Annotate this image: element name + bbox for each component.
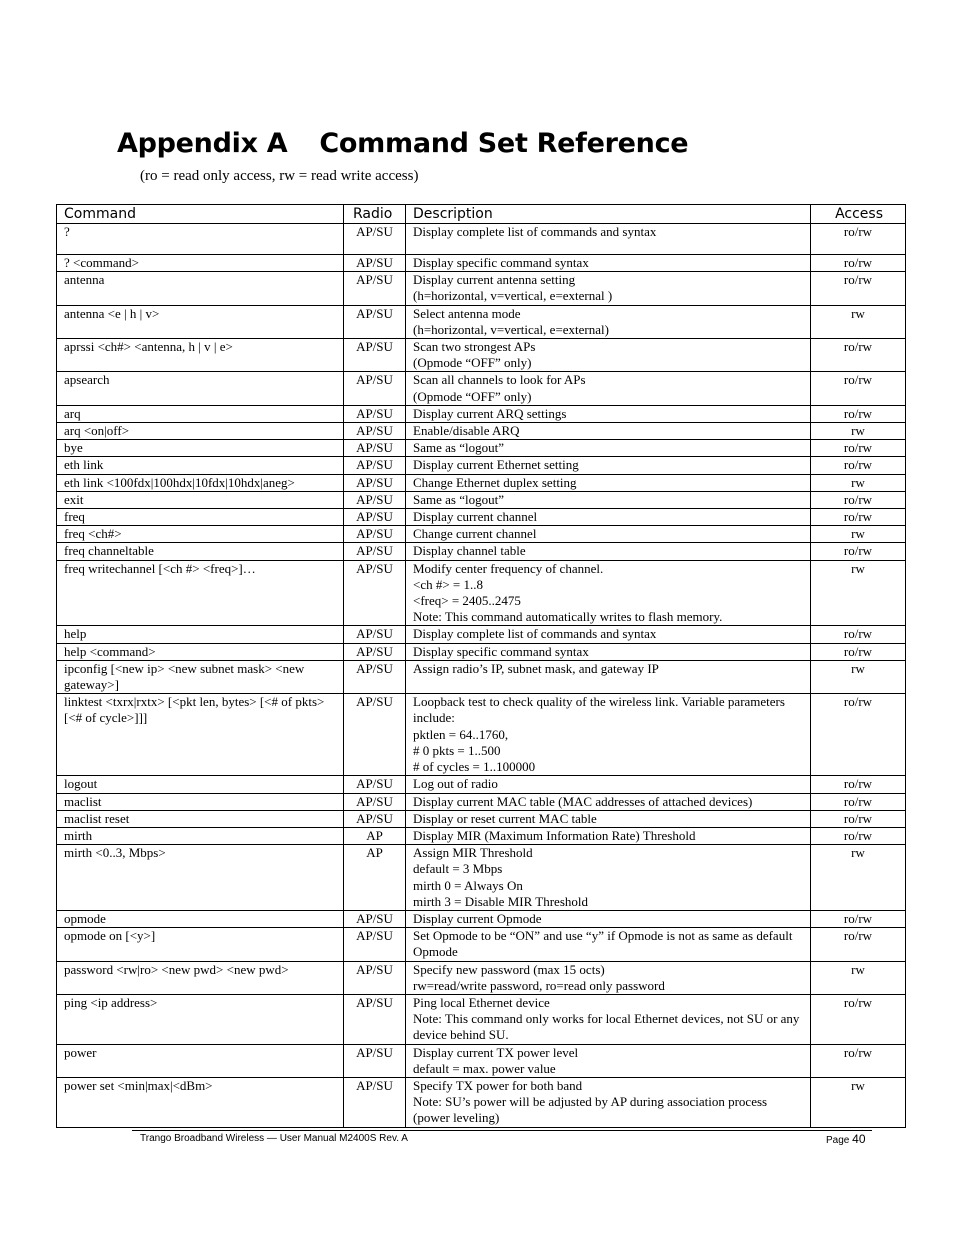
access-cell: rw	[811, 305, 906, 338]
radio-cell: AP/SU	[344, 339, 406, 372]
command-cell: antenna <e | h | v>	[57, 305, 344, 338]
access-cell: rw	[811, 560, 906, 626]
radio-cell: AP/SU	[344, 694, 406, 776]
table-row	[57, 827, 906, 844]
description-cell: Log out of radio	[406, 776, 811, 793]
command-cell: help <command>	[57, 643, 344, 660]
radio-cell: AP/SU	[344, 910, 406, 927]
access-legend: (ro = read only access, rw = read write access)	[140, 168, 419, 184]
command-cell: freq <ch#>	[57, 526, 344, 543]
description-cell: Display current ARQ settings	[406, 405, 811, 422]
footer-manual-title: Trango Broadband Wireless — User Manual M2400S Rev. A	[140, 1133, 408, 1144]
table-row	[57, 423, 906, 440]
command-cell: opmode	[57, 910, 344, 927]
radio-cell: AP/SU	[344, 305, 406, 338]
table-row	[57, 961, 906, 994]
radio-cell: AP/SU	[344, 423, 406, 440]
command-cell: apsearch	[57, 372, 344, 405]
table-row	[57, 845, 906, 911]
radio-cell: AP/SU	[344, 224, 406, 255]
command-cell: antenna	[57, 272, 344, 305]
description-cell: Display current Ethernet setting	[406, 457, 811, 474]
command-cell: eth link	[57, 457, 344, 474]
access-cell: ro/rw	[811, 694, 906, 776]
access-cell: ro/rw	[811, 994, 906, 1044]
radio-cell: AP	[344, 845, 406, 911]
access-cell: ro/rw	[811, 810, 906, 827]
access-cell: ro/rw	[811, 776, 906, 793]
description-cell: Assign MIR Threshold default = 3 Mbps mirth 0 = Always On mirth 3 = Disable MIR Threshold	[406, 845, 811, 911]
table-row	[57, 660, 906, 693]
footer-page	[826, 1132, 866, 1146]
table-row	[57, 793, 906, 810]
access-cell: ro/rw	[811, 224, 906, 255]
table-row	[57, 928, 906, 961]
description-cell: Specify new password (max 15 octs) rw=read/write password, ro=read only password	[406, 961, 811, 994]
access-cell: ro/rw	[811, 440, 906, 457]
command-cell: freq channeltable	[57, 543, 344, 560]
command-table-body	[57, 224, 906, 1128]
table-row	[57, 1077, 906, 1127]
table-row	[57, 810, 906, 827]
table-row	[57, 509, 906, 526]
radio-cell: AP/SU	[344, 491, 406, 508]
access-cell: rw	[811, 845, 906, 911]
description-cell: Display complete list of commands and syntax	[406, 626, 811, 643]
table-row	[57, 305, 906, 338]
radio-cell: AP/SU	[344, 457, 406, 474]
radio-cell: AP/SU	[344, 660, 406, 693]
command-cell: freq	[57, 509, 344, 526]
description-cell: Display current TX power level default = max. power value	[406, 1044, 811, 1077]
table-row	[57, 626, 906, 643]
description-cell: Display current MAC table (MAC addresses of attached devices)	[406, 793, 811, 810]
command-cell: eth link <100fdx|100hdx|10fdx|10hdx|aneg>	[57, 474, 344, 491]
table-row	[57, 272, 906, 305]
access-cell: ro/rw	[811, 255, 906, 272]
description-cell: Display specific command syntax	[406, 255, 811, 272]
access-column-header: Access	[811, 205, 906, 224]
radio-cell: AP/SU	[344, 474, 406, 491]
page-title	[117, 128, 688, 159]
command-column-header: Command	[57, 205, 344, 224]
description-cell: Display specific command syntax	[406, 643, 811, 660]
access-cell: ro/rw	[811, 457, 906, 474]
radio-cell: AP/SU	[344, 994, 406, 1044]
description-column-header: Description	[406, 205, 811, 224]
table-row	[57, 440, 906, 457]
radio-cell: AP/SU	[344, 405, 406, 422]
command-cell: mirth <0..3, Mbps>	[57, 845, 344, 911]
table-row	[57, 457, 906, 474]
access-cell: ro/rw	[811, 626, 906, 643]
radio-cell: AP/SU	[344, 543, 406, 560]
command-cell: power set <min|max|<dBm>	[57, 1077, 344, 1127]
radio-cell: AP/SU	[344, 272, 406, 305]
table-row	[57, 255, 906, 272]
description-cell: Change current channel	[406, 526, 811, 543]
radio-cell: AP/SU	[344, 1077, 406, 1127]
appendix-label: Appendix A	[117, 128, 288, 159]
table-row	[57, 994, 906, 1044]
description-cell: Select antenna mode (h=horizontal, v=vertical, e=external)	[406, 305, 811, 338]
access-cell: rw	[811, 961, 906, 994]
access-cell: ro/rw	[811, 543, 906, 560]
access-cell: ro/rw	[811, 372, 906, 405]
command-cell: maclist	[57, 793, 344, 810]
command-cell: ? <command>	[57, 255, 344, 272]
table-row	[57, 543, 906, 560]
radio-cell: AP/SU	[344, 961, 406, 994]
radio-cell: AP/SU	[344, 810, 406, 827]
description-cell: Display current channel	[406, 509, 811, 526]
description-cell: Display current antenna setting (h=horizontal, v=vertical, e=external )	[406, 272, 811, 305]
table-row	[57, 560, 906, 626]
command-cell: linktest <txrx|rxtx> [<pkt len, bytes> [<# of pkts> [<# of cycle>]]]	[57, 694, 344, 776]
access-cell: ro/rw	[811, 928, 906, 961]
command-cell: ipconfig [<new ip> <new subnet mask> <new gateway>]	[57, 660, 344, 693]
access-cell: ro/rw	[811, 491, 906, 508]
description-cell: Display channel table	[406, 543, 811, 560]
table-header-row	[57, 205, 906, 224]
command-cell: exit	[57, 491, 344, 508]
command-cell: ?	[57, 224, 344, 255]
description-cell: Display or reset current MAC table	[406, 810, 811, 827]
radio-cell: AP/SU	[344, 928, 406, 961]
radio-column-header: Radio	[344, 205, 406, 224]
table-row	[57, 372, 906, 405]
description-cell: Scan two strongest APs (Opmode “OFF” only)	[406, 339, 811, 372]
description-cell: Display current Opmode	[406, 910, 811, 927]
command-cell: freq writechannel [<ch #> <freq>]…	[57, 560, 344, 626]
radio-cell: AP/SU	[344, 1044, 406, 1077]
table-row	[57, 339, 906, 372]
command-cell: aprssi <ch#> <antenna, h | v | e>	[57, 339, 344, 372]
command-cell: ping <ip address>	[57, 994, 344, 1044]
access-cell: rw	[811, 660, 906, 693]
table-row	[57, 1044, 906, 1077]
table-row	[57, 910, 906, 927]
access-cell: ro/rw	[811, 339, 906, 372]
appendix-title: Command Set Reference	[319, 128, 689, 159]
description-cell: Display complete list of commands and syntax	[406, 224, 811, 255]
page-number: 40	[852, 1132, 866, 1146]
table-row	[57, 776, 906, 793]
radio-cell: AP/SU	[344, 626, 406, 643]
command-table	[56, 204, 906, 1128]
table-row	[57, 224, 906, 255]
description-cell: Set Opmode to be “ON” and use “y” if Opmode is not as same as default Opmode	[406, 928, 811, 961]
description-cell: Assign radio’s IP, subnet mask, and gateway IP	[406, 660, 811, 693]
command-cell: bye	[57, 440, 344, 457]
radio-cell: AP/SU	[344, 372, 406, 405]
access-cell: ro/rw	[811, 1044, 906, 1077]
description-cell: Display MIR (Maximum Information Rate) Threshold	[406, 827, 811, 844]
radio-cell: AP/SU	[344, 793, 406, 810]
access-cell: rw	[811, 423, 906, 440]
description-cell: Loopback test to check quality of the wireless link. Variable parameters include: pktlen = 64..1760, # 0 pkts = 1..500 # of cycles = 1..100000	[406, 694, 811, 776]
table-row	[57, 474, 906, 491]
command-cell: mirth	[57, 827, 344, 844]
radio-cell: AP/SU	[344, 440, 406, 457]
radio-cell: AP/SU	[344, 509, 406, 526]
radio-cell: AP/SU	[344, 643, 406, 660]
table-row	[57, 643, 906, 660]
radio-cell: AP/SU	[344, 255, 406, 272]
command-cell: maclist reset	[57, 810, 344, 827]
access-cell: ro/rw	[811, 643, 906, 660]
description-cell: Ping local Ethernet device Note: This command only works for local Ethernet devices, not SU or any device behind SU.	[406, 994, 811, 1044]
command-cell: password <rw|ro> <new pwd> <new pwd>	[57, 961, 344, 994]
radio-cell: AP	[344, 827, 406, 844]
page-label: Page	[826, 1135, 850, 1146]
command-cell: arq	[57, 405, 344, 422]
command-cell: logout	[57, 776, 344, 793]
access-cell: ro/rw	[811, 910, 906, 927]
table-row	[57, 491, 906, 508]
description-cell: Same as “logout”	[406, 491, 811, 508]
command-cell: power	[57, 1044, 344, 1077]
footer-divider	[132, 1130, 872, 1131]
access-cell: rw	[811, 1077, 906, 1127]
command-cell: opmode on [<y>]	[57, 928, 344, 961]
access-cell: ro/rw	[811, 793, 906, 810]
radio-cell: AP/SU	[344, 560, 406, 626]
description-cell: Specify TX power for both band Note: SU’s power will be adjusted by AP during association process (power leveling)	[406, 1077, 811, 1127]
access-cell: ro/rw	[811, 827, 906, 844]
radio-cell: AP/SU	[344, 526, 406, 543]
access-cell: rw	[811, 526, 906, 543]
description-cell: Change Ethernet duplex setting	[406, 474, 811, 491]
description-cell: Modify center frequency of channel. <ch #> = 1..8 <freq> = 2405..2475 Note: This command automatically writes to flash memory.	[406, 560, 811, 626]
description-cell: Scan all channels to look for APs (Opmode “OFF” only)	[406, 372, 811, 405]
description-cell: Same as “logout”	[406, 440, 811, 457]
access-cell: ro/rw	[811, 405, 906, 422]
radio-cell: AP/SU	[344, 776, 406, 793]
description-cell: Enable/disable ARQ	[406, 423, 811, 440]
access-cell: rw	[811, 474, 906, 491]
access-cell: ro/rw	[811, 272, 906, 305]
table-row	[57, 526, 906, 543]
table-row	[57, 694, 906, 776]
command-cell: arq <on|off>	[57, 423, 344, 440]
table-row	[57, 405, 906, 422]
command-cell: help	[57, 626, 344, 643]
access-cell: ro/rw	[811, 509, 906, 526]
